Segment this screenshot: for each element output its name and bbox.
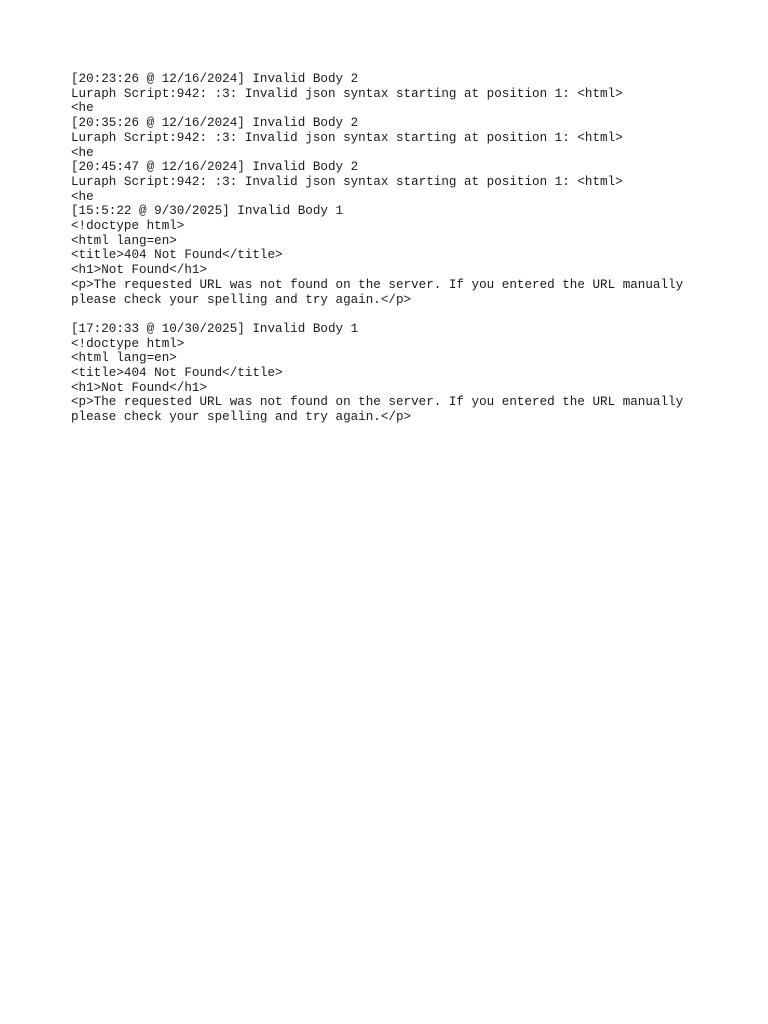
log-line: <p>The requested URL was not found on the server. If you entered the URL manually	[71, 395, 684, 410]
log-line: <html lang=en>	[71, 233, 177, 248]
log-line: <title>404 Not Found</title>	[71, 248, 283, 263]
log-line: [15:5:22 @ 9/30/2025] Invalid Body 1	[71, 204, 344, 219]
log-line: <!doctype html>	[71, 219, 185, 234]
log-line: <html lang=en>	[71, 351, 177, 366]
log-line: please check your spelling and try again.</p>	[71, 292, 412, 307]
log-line: [20:35:26 @ 12/16/2024] Invalid Body 2	[71, 116, 359, 131]
log-line: <h1>Not Found</h1>	[71, 380, 208, 395]
log-line: <p>The requested URL was not found on the server. If you entered the URL manually	[71, 277, 684, 292]
log-line: <title>404 Not Found</title>	[71, 366, 283, 381]
log-line: <he	[71, 189, 94, 204]
log-line: [17:20:33 @ 10/30/2025] Invalid Body 1	[71, 321, 359, 336]
log-line: <!doctype html>	[71, 336, 185, 351]
log-line: [20:45:47 @ 12/16/2024] Invalid Body 2	[71, 160, 359, 175]
log-line: <he	[71, 145, 94, 160]
log-line: Luraph Script:942: :3: Invalid json syntax starting at position 1: <html>	[71, 86, 623, 101]
log-line: [20:23:26 @ 12/16/2024] Invalid Body 2	[71, 72, 359, 86]
log-document	[71, 72, 751, 425]
log-line: Luraph Script:942: :3: Invalid json syntax starting at position 1: <html>	[71, 130, 623, 145]
log-line: Luraph Script:942: :3: Invalid json syntax starting at position 1: <html>	[71, 174, 623, 189]
log-line: please check your spelling and try again.</p>	[71, 410, 412, 425]
log-line: <he	[71, 101, 94, 116]
blank-line	[71, 307, 751, 322]
log-line: <h1>Not Found</h1>	[71, 263, 208, 278]
